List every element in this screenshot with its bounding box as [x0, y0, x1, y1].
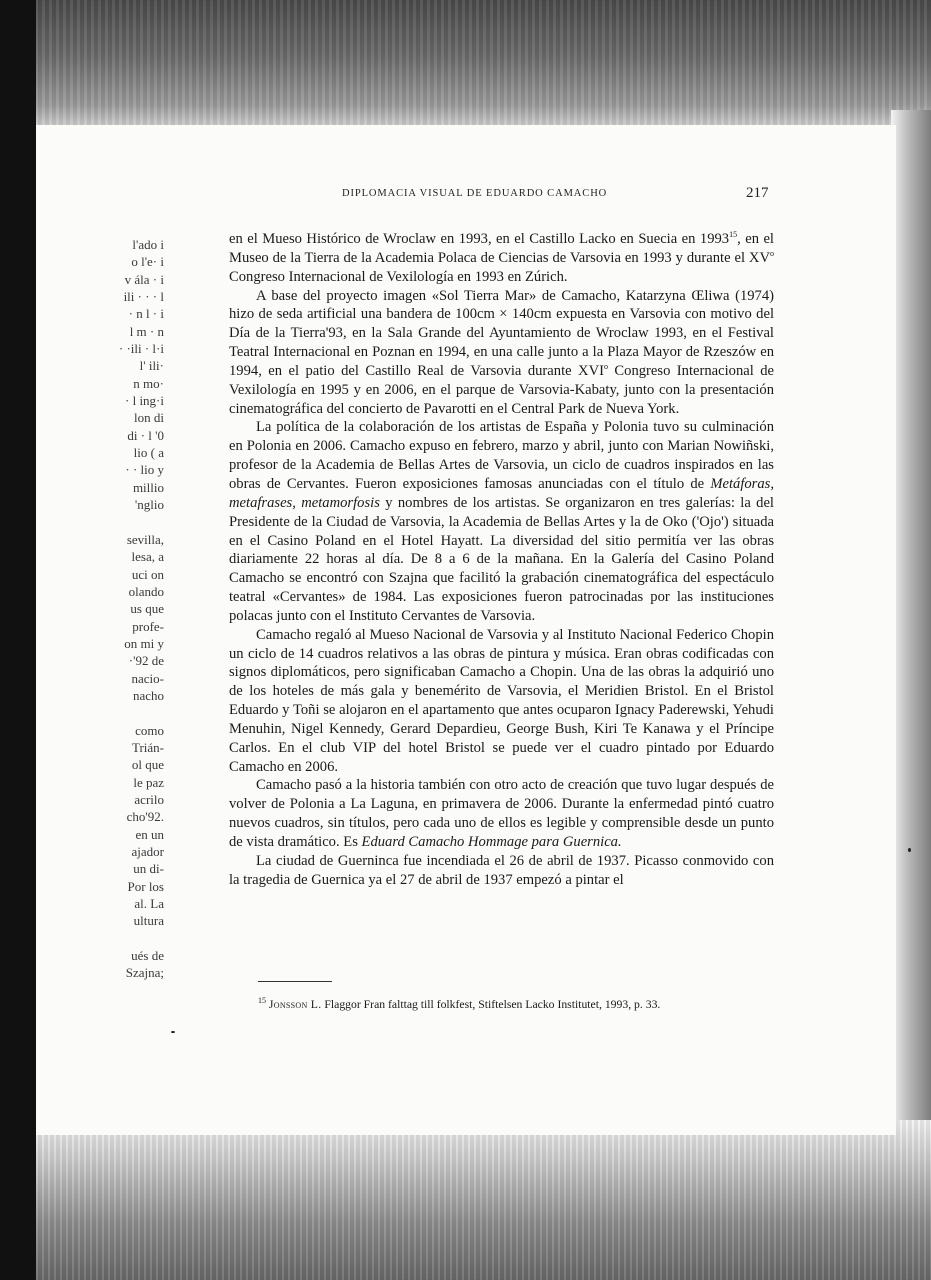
bleed-line: · n l · i	[128, 306, 164, 322]
bleed-line	[44, 704, 164, 721]
bleed-line: us que	[130, 601, 164, 617]
paragraph-5: Camacho pasó a la historia también con otro acto de creación que tuvo lugar después de volver de Polonia a La Laguna, en primavera de 2006. Durante la enfermedad pintó cuatro nuevos cuadros, sin títulos, pero cada uno de ellos es legible y comprensible desde un punto de vista dramático. Es Eduard Camacho Hommage para Guernica.	[229, 777, 774, 850]
paragraph-1: en el Mueso Histórico de Wroclaw en 1993, en el Castillo Lacko en Suecia en 1993$^{15}$, en el Museo de la Tierra de la Academia Polaca de Ciencias de Varsovia en 1993 y durante el $XV^o$ Congreso Internacional de Vexilología en 1993 en Zúrich.	[229, 230, 774, 285]
bleed-line: profe-	[132, 618, 164, 634]
bleed-line: · l ing·i	[125, 393, 164, 409]
bleed-line: le paz	[133, 774, 164, 790]
bleed-line: v ála · i	[124, 271, 164, 287]
body-text	[229, 230, 774, 890]
bleed-line: al. La	[134, 896, 164, 912]
paragraph-2: A base del proyecto imagen «Sol Tierra Mar» de Camacho, Katarzyna Œliwa (1974) hizo de seda artificial una bandera de 100cm × 140cm expuesta en Varsovia con motivo del Día de la Tierra'93, en la Sala Grande del Ayuntamiento de Wroclaw 1993, en el Festival Teatral Internacional en Poznan en 1994, en una calle junto a la Plaza Mayor de Rzeszów en 1994, en el patio del Castillo Real de Varsovia durante XVI$^o$ Congreso Internacional de Vexilología en 1995 y en 2006, en el parque de Varsovia-Kabaty, junto con la presentación cinematográfica del concierto de Pavarotti en el Central Park de Nueva York.	[229, 287, 774, 417]
footnote-rule	[258, 981, 332, 982]
bleed-line: ·'92 de	[128, 653, 164, 669]
bleed-line: nacio-	[131, 670, 164, 686]
bleed-line: · ·ili · l·i	[118, 341, 164, 357]
bleed-line: ultura	[133, 913, 164, 929]
bleed-line: l'ado i	[132, 237, 164, 252]
scan-shadow-bottom	[36, 1120, 931, 1280]
bleed-line: o l'e· i	[131, 254, 164, 270]
scan-shadow-top	[0, 0, 931, 140]
bleed-line: ili · · · l	[123, 289, 164, 305]
bleed-line: Por los	[127, 878, 164, 894]
footnote-marker[interactable]: 15	[729, 230, 738, 240]
bleed-line: Trián-	[131, 739, 164, 755]
footnote: $^{15}$ Jonsson L. Flaggor Fran falttag till folkfest, Stiftelsen Lacko Institutet, 1993, p. 33.	[258, 996, 661, 1011]
bleed-line: cho'92.	[126, 809, 164, 825]
paragraph-4: Camacho regaló al Mueso Nacional de Varsovia y al Instituto Nacional Federico Chopin un ciclo de 14 cuadros relativos a las obras de pintura y música. Eran obras codificadas con signos diplomáticos, pero significaban Camacho a Chopin. Una de las obras la adquirió uno de los hoteles de más gala y benemérito de Varsovia, el Meridien Bristol. En el Bristol Eduardo y Toñi se alojaron en el apartamento que antes ocuparon Ignacy Paderewski, Yehudi Menuhin, Nigel Kennedy, Gerard Depardieu, George Bush, Kiri Te Kanawa y el Príncipe Carlos. En el club VIP del hotel Bristol se puede ver el cuadro pintado por Eduardo Camacho en 2006.	[229, 626, 774, 775]
bleed-line	[44, 514, 164, 531]
bleed-line: acrilo	[134, 792, 164, 807]
bleed-line: di · l '0	[127, 427, 164, 443]
bleed-line	[44, 930, 164, 947]
bleed-line: un di-	[133, 861, 164, 877]
bleed-line: ajador	[131, 844, 164, 860]
running-head: DIPLOMACIA VISUAL DE EDUARDO CAMACHO	[342, 188, 608, 199]
bleed-line: · · lio y	[125, 462, 164, 478]
bleed-line: on mi y	[124, 635, 164, 651]
bleed-line: como	[135, 722, 164, 738]
bleed-line: l' ili·	[139, 358, 164, 374]
bleed-line: ol que	[131, 757, 164, 773]
paragraph-3: La política de la colaboración de los artistas de España y Polonia tuvo su culminación en Polonia en 2006. Camacho expuso en febrero, marzo y abril, junto con Marian Nowiñski, profesor de la Academia de Bellas Artes de Varsovia, un ciclo de cuadros inspirados en las obras de Cervantes. Fueron exposiciones famosas anunciadas con el título de Metáforas, metafrases, metamorfosis y nombres de los artistas. Se organizaron en tres galerías: la del Presidente de la Ciudad de Varsovia, la Academia de Bellas Artes y la de Oko ('Ojo') situada en el Casino Poland en el Hotel Hayatt. La diversidad del sitio permitía ver las obras diariamente 22 horas al día. De 8 a 6 de la mañana. En la Galería del Casino Poland Camacho se encontró con Szajna que facilitó la grabación cinematográfica del espectáculo teatral «Cervantes» de 1984. Las exposiciones fueron patrocinadas por las instituciones polacas junto con el Instituto Cervantes de Varsovia.	[229, 419, 774, 624]
paragraph-6: La ciudad de Guerninca fue incendiada el 26 de abril de 1937. Picasso conmovido con la tragedia de Guernica ya el 27 de abril de 1937 empezó a pintar el	[229, 852, 774, 888]
bleed-line: millio	[132, 479, 164, 495]
bleed-line: 'nglio	[134, 497, 164, 513]
bleed-line: lesa, a	[131, 549, 164, 565]
speck	[908, 848, 911, 852]
page-number: 217	[746, 185, 769, 201]
bleed-line: Szajna;	[125, 965, 164, 981]
bleed-line: n mo·	[133, 375, 164, 391]
speck	[171, 1031, 175, 1033]
bleed-line: sevilla,	[126, 531, 164, 547]
bleed-line: ués de	[131, 948, 164, 964]
scan-shadow-left	[0, 0, 36, 1280]
bleed-line: en un	[135, 826, 164, 842]
bleed-line: olando	[128, 583, 164, 599]
scan-shadow-right	[891, 110, 931, 1160]
previous-page-bleed	[44, 236, 164, 982]
bleed-line: uci on	[131, 566, 164, 582]
bleed-line: nacho	[132, 687, 164, 703]
bleed-line: lon di	[134, 410, 164, 426]
bleed-line: l m · n	[129, 323, 164, 339]
bleed-line: lio ( a	[133, 445, 164, 461]
